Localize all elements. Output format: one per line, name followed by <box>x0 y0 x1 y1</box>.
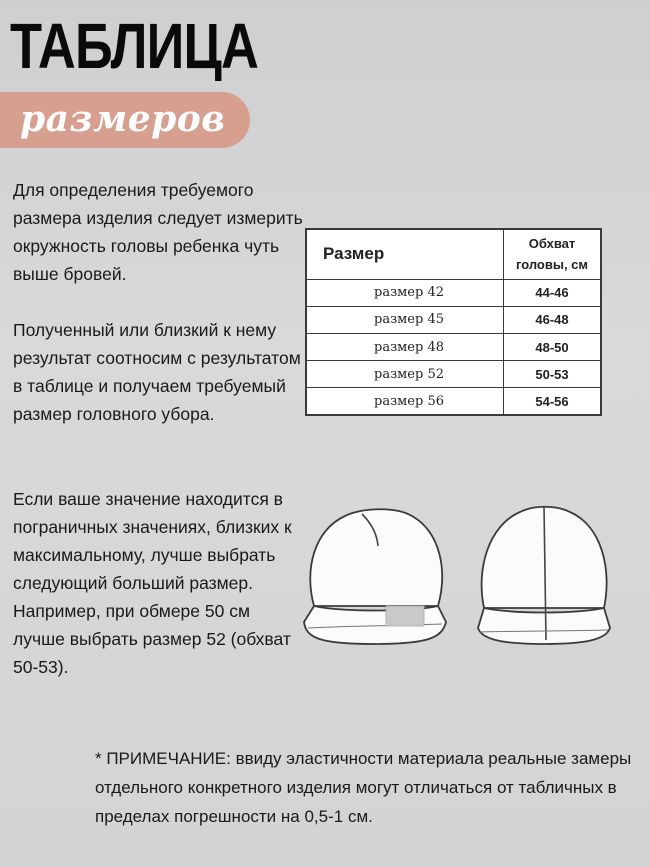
girth-cell: 50-53 <box>504 361 602 388</box>
table-row <box>306 334 601 361</box>
girth-cell: 48-50 <box>504 334 602 361</box>
borderline-advice: Если ваше значение находится в пограничных значениях, близких к максимальному, лучше выбрать следующий больший размер. <box>13 489 292 593</box>
instruction-borderline <box>13 485 303 681</box>
girth-header-line1: Обхват <box>528 236 576 252</box>
beanie-front-icon <box>300 500 450 652</box>
instruction-measure: Для определения требуемого размера изделия следует измерить окружность головы ребенка чуть выше бровей. <box>13 180 303 284</box>
footnote-remark: * ПРИМЕЧАНИЕ: ввиду эластичности материала реальные замеры отдельного конкретного изделия могут отличаться от табличных в пределах погрешности на 0,5-1 см. <box>95 749 632 826</box>
size-cell: размер 42 <box>306 279 504 306</box>
size-cell: размер 56 <box>306 388 504 415</box>
size-table <box>305 228 602 416</box>
girth-cell: 54-56 <box>504 388 602 415</box>
size-cell: размер 48 <box>306 334 504 361</box>
instruction-compare: Полученный или близкий к нему результат соотносим с результатом в таблице и получаем требуемый размер головного убора. <box>13 320 301 424</box>
page-subtitle: размеров <box>20 98 226 140</box>
subtitle-banner <box>0 92 250 148</box>
page-title: ТАБЛИЦА <box>10 10 259 82</box>
table-row <box>306 279 601 306</box>
column-header-size: Размер <box>306 229 504 279</box>
girth-cell: 44-46 <box>504 279 602 306</box>
table-row <box>306 361 601 388</box>
table-header-row <box>306 229 601 279</box>
table-row <box>306 306 601 333</box>
girth-cell: 46-48 <box>504 306 602 333</box>
table-row <box>306 388 601 415</box>
size-cell: размер 45 <box>306 306 504 333</box>
size-cell: размер 52 <box>306 361 504 388</box>
girth-header-line2: головы, см <box>515 257 589 273</box>
column-header-girth <box>504 229 602 279</box>
borderline-example: Например, при обмере 50 см лучше выбрать размер 52 (обхват 50-53). <box>13 601 291 677</box>
beanie-back-icon <box>474 500 614 648</box>
